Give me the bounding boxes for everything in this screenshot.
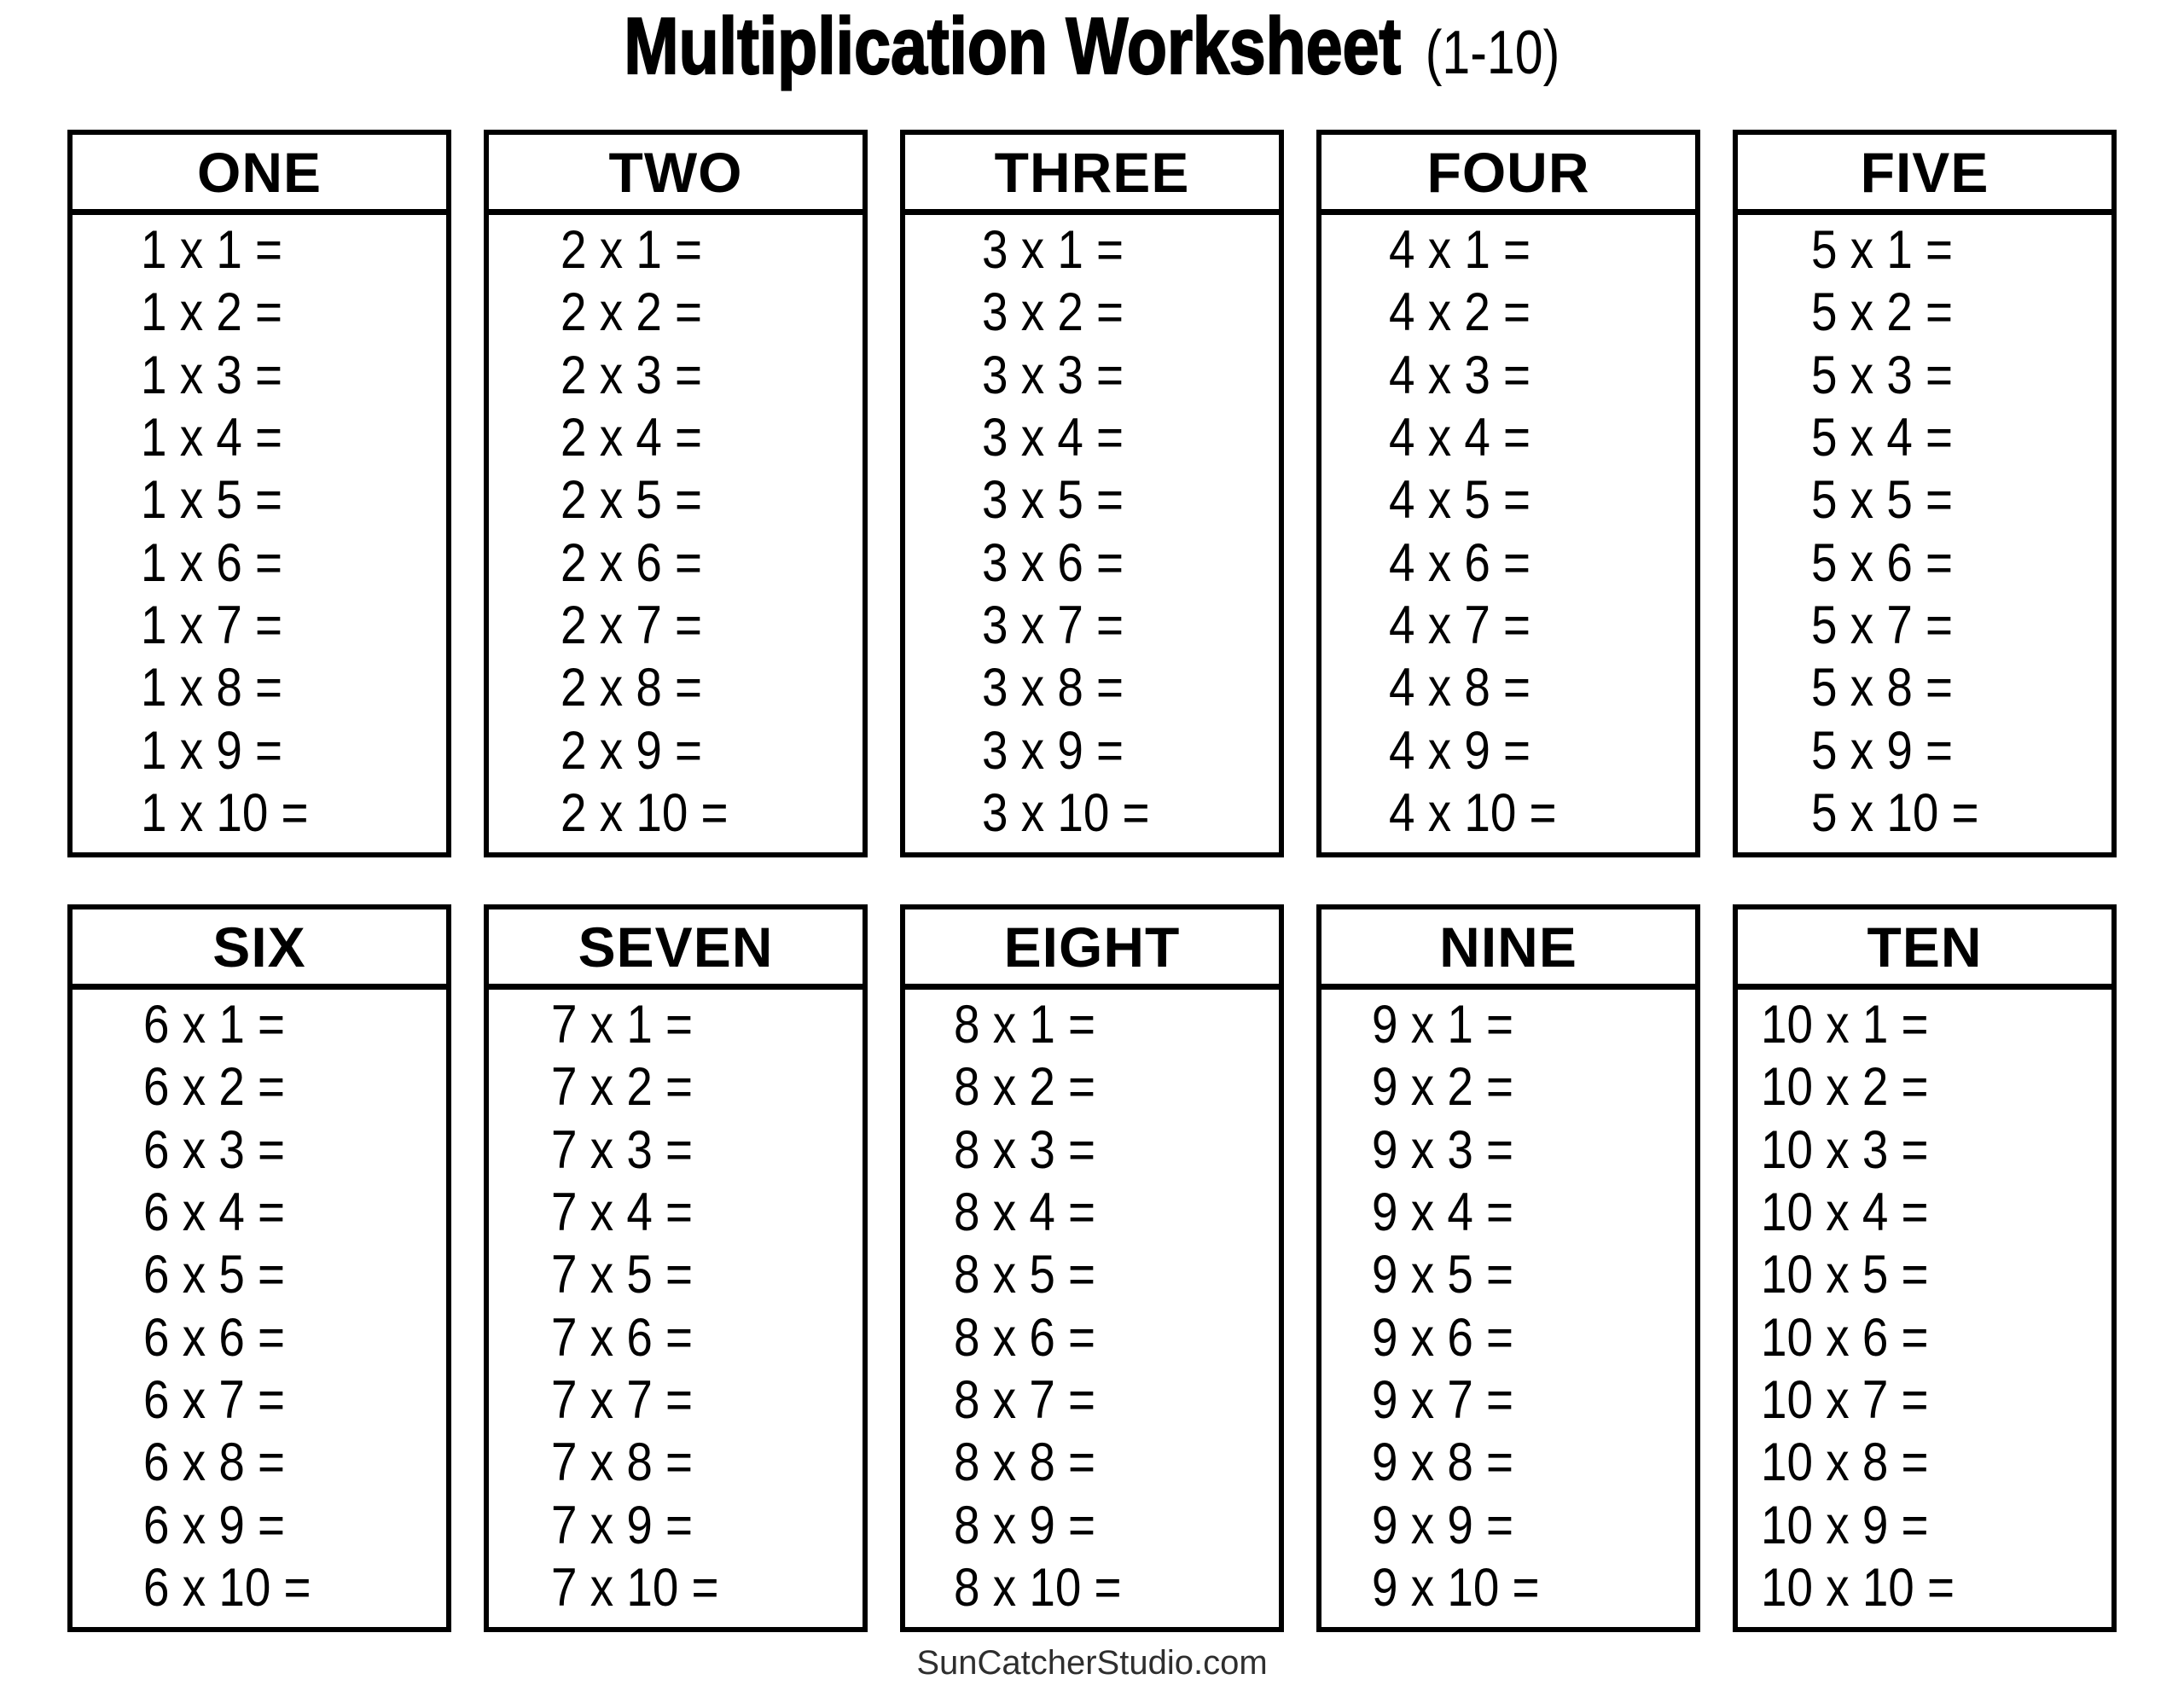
problem-row <box>1761 1182 2111 1242</box>
problem-list <box>905 215 1279 852</box>
problem-row <box>551 1182 863 1242</box>
problem-row <box>1372 1057 1695 1118</box>
problem-text: 1 x 4 = <box>141 407 283 468</box>
problem-row <box>982 782 1279 843</box>
problem-text: 4 x 5 = <box>1389 470 1531 531</box>
problem-row <box>561 782 863 843</box>
problem-text: 5 x 4 = <box>1811 407 1954 468</box>
problem-text: 7 x 1 = <box>551 995 694 1055</box>
page-title-range: (1-10) <box>1425 19 1560 87</box>
problem-text: 3 x 8 = <box>982 658 1124 718</box>
problem-text: 10 x 6 = <box>1761 1307 1929 1368</box>
problem-text: 10 x 3 = <box>1761 1119 1929 1180</box>
problem-row <box>982 658 1279 718</box>
problem-text: 3 x 6 = <box>982 532 1124 593</box>
problem-text: 7 x 6 = <box>551 1307 694 1368</box>
problem-text: 2 x 7 = <box>561 595 703 655</box>
problem-row <box>141 782 446 843</box>
problem-row <box>143 1119 446 1180</box>
problem-text: 6 x 4 = <box>143 1182 286 1242</box>
table-title: SEVEN <box>578 915 774 979</box>
problem-text: 1 x 5 = <box>141 470 283 531</box>
problem-text: 6 x 7 = <box>143 1369 286 1430</box>
table-title: NINE <box>1439 915 1577 979</box>
problem-row <box>141 720 446 781</box>
problem-text: 5 x 10 = <box>1811 782 1979 843</box>
problem-text: 7 x 4 = <box>551 1182 694 1242</box>
problem-text: 8 x 3 = <box>954 1119 1096 1180</box>
problem-row <box>143 1057 446 1118</box>
table-header <box>73 909 446 990</box>
problem-text: 8 x 8 = <box>954 1432 1096 1493</box>
problem-text: 6 x 9 = <box>143 1495 286 1555</box>
problem-row <box>1372 995 1695 1055</box>
table-title: TEN <box>1867 915 1983 979</box>
problem-row <box>1389 532 1695 593</box>
problem-text: 4 x 8 = <box>1389 658 1531 718</box>
table-header <box>489 135 863 215</box>
problem-text: 2 x 2 = <box>561 282 703 343</box>
problem-row <box>982 595 1279 655</box>
problem-text: 4 x 6 = <box>1389 532 1531 593</box>
problem-row <box>1372 1432 1695 1493</box>
tables-row-1 <box>67 130 2117 857</box>
problem-row <box>143 1182 446 1242</box>
problem-row <box>141 658 446 718</box>
problem-row <box>1372 1245 1695 1305</box>
problem-text: 6 x 1 = <box>143 995 286 1055</box>
problem-row <box>982 282 1279 343</box>
table-eight <box>900 904 1284 1632</box>
problem-row <box>561 220 863 280</box>
problem-row <box>1372 1369 1695 1430</box>
problem-row <box>551 1369 863 1430</box>
problem-text: 4 x 4 = <box>1389 407 1531 468</box>
problem-row <box>1811 595 2111 655</box>
problem-row <box>954 1432 1279 1493</box>
table-header <box>73 135 446 215</box>
problem-list <box>489 215 863 852</box>
table-four <box>1316 130 1700 857</box>
problem-row <box>982 407 1279 468</box>
table-header <box>1321 135 1695 215</box>
problem-text: 3 x 5 = <box>982 470 1124 531</box>
problem-text: 8 x 6 = <box>954 1307 1096 1368</box>
tables-row-2 <box>67 904 2117 1632</box>
problem-row <box>982 220 1279 280</box>
problem-text: 7 x 10 = <box>551 1557 719 1618</box>
problem-list <box>489 990 863 1627</box>
problem-row <box>551 1119 863 1180</box>
problem-text: 5 x 5 = <box>1811 470 1954 531</box>
problem-text: 8 x 5 = <box>954 1245 1096 1305</box>
problem-list <box>73 215 446 852</box>
problem-text: 5 x 2 = <box>1811 282 1954 343</box>
problem-row <box>551 1057 863 1118</box>
problem-row <box>561 595 863 655</box>
problem-text: 6 x 6 = <box>143 1307 286 1368</box>
problem-text: 7 x 7 = <box>551 1369 694 1430</box>
problem-text: 6 x 2 = <box>143 1057 286 1118</box>
page-title-main: Multiplication Worksheet <box>624 1 1402 90</box>
problem-row <box>1389 720 1695 781</box>
problem-text: 3 x 9 = <box>982 720 1124 781</box>
problem-row <box>954 1307 1279 1368</box>
table-title: THREE <box>994 140 1190 204</box>
page-title-squeeze <box>624 3 1560 107</box>
problem-row <box>982 720 1279 781</box>
problem-text: 1 x 10 = <box>141 782 309 843</box>
problem-text: 8 x 7 = <box>954 1369 1096 1430</box>
table-seven <box>484 904 868 1632</box>
problem-row <box>1389 345 1695 405</box>
problem-text: 5 x 1 = <box>1811 220 1954 280</box>
problem-row <box>1389 595 1695 655</box>
problem-text: 2 x 5 = <box>561 470 703 531</box>
table-ten <box>1733 904 2117 1632</box>
problem-text: 2 x 10 = <box>561 782 729 843</box>
table-one <box>67 130 451 857</box>
problem-text: 8 x 2 = <box>954 1057 1096 1118</box>
problem-text: 4 x 2 = <box>1389 282 1531 343</box>
problem-row <box>141 532 446 593</box>
table-six <box>67 904 451 1632</box>
problem-text: 7 x 2 = <box>551 1057 694 1118</box>
problem-row <box>954 1495 1279 1555</box>
problem-list <box>1321 990 1695 1627</box>
problem-text: 9 x 8 = <box>1372 1432 1514 1493</box>
problem-text: 5 x 3 = <box>1811 345 1954 405</box>
problem-text: 5 x 7 = <box>1811 595 1954 655</box>
problem-text: 2 x 4 = <box>561 407 703 468</box>
problem-row <box>551 1307 863 1368</box>
problem-text: 10 x 1 = <box>1761 995 1929 1055</box>
problem-text: 9 x 7 = <box>1372 1369 1514 1430</box>
problem-row <box>1389 782 1695 843</box>
problem-row <box>551 1557 863 1618</box>
problem-row <box>1389 470 1695 531</box>
problem-row <box>141 470 446 531</box>
table-two <box>484 130 868 857</box>
problem-text: 9 x 5 = <box>1372 1245 1514 1305</box>
table-header <box>1321 909 1695 990</box>
problem-text: 2 x 9 = <box>561 720 703 781</box>
problem-list <box>905 990 1279 1627</box>
problem-row <box>1761 1245 2111 1305</box>
problem-text: 5 x 9 = <box>1811 720 1954 781</box>
problem-list <box>1738 215 2111 852</box>
problem-row <box>1389 282 1695 343</box>
problem-row <box>1811 782 2111 843</box>
problem-row <box>1761 1432 2111 1493</box>
problem-row <box>1811 658 2111 718</box>
problem-list <box>1738 990 2111 1627</box>
problem-text: 9 x 4 = <box>1372 1182 1514 1242</box>
problem-row <box>561 282 863 343</box>
problem-text: 4 x 3 = <box>1389 345 1531 405</box>
problem-row <box>143 1307 446 1368</box>
table-three <box>900 130 1284 857</box>
problem-row <box>561 532 863 593</box>
problem-text: 3 x 10 = <box>982 782 1150 843</box>
problem-text: 9 x 9 = <box>1372 1495 1514 1555</box>
problem-text: 1 x 9 = <box>141 720 283 781</box>
problem-row <box>1811 407 2111 468</box>
problem-row <box>143 1432 446 1493</box>
problem-text: 6 x 10 = <box>143 1557 311 1618</box>
problem-text: 2 x 6 = <box>561 532 703 593</box>
problem-text: 1 x 6 = <box>141 532 283 593</box>
problem-row <box>982 345 1279 405</box>
problem-text: 10 x 10 = <box>1761 1557 1955 1618</box>
problem-row <box>1761 1495 2111 1555</box>
problem-text: 9 x 3 = <box>1372 1119 1514 1180</box>
problem-row <box>551 1432 863 1493</box>
table-header <box>489 909 863 990</box>
problem-text: 3 x 2 = <box>982 282 1124 343</box>
table-header <box>905 909 1279 990</box>
problem-text: 10 x 7 = <box>1761 1369 1929 1430</box>
problem-row <box>954 1245 1279 1305</box>
problem-row <box>954 1057 1279 1118</box>
problem-row <box>551 1495 863 1555</box>
problem-row <box>561 470 863 531</box>
problem-row <box>1372 1307 1695 1368</box>
problem-row <box>141 282 446 343</box>
problem-text: 4 x 10 = <box>1389 782 1557 843</box>
table-title: ONE <box>196 140 322 204</box>
problem-text: 9 x 10 = <box>1372 1557 1540 1618</box>
problem-row <box>1389 658 1695 718</box>
problem-row <box>551 1245 863 1305</box>
problem-row <box>982 470 1279 531</box>
problem-row <box>1811 345 2111 405</box>
problem-row <box>1372 1119 1695 1180</box>
footer-credit: SunCatcherStudio.com <box>916 1644 1268 1682</box>
problem-text: 8 x 4 = <box>954 1182 1096 1242</box>
table-header <box>1738 909 2111 990</box>
problem-text: 4 x 7 = <box>1389 595 1531 655</box>
table-title: TWO <box>608 140 743 204</box>
problem-text: 1 x 8 = <box>141 658 283 718</box>
problem-text: 6 x 5 = <box>143 1245 286 1305</box>
problem-text: 1 x 3 = <box>141 345 283 405</box>
problem-row <box>954 1182 1279 1242</box>
table-title: SIX <box>212 915 306 979</box>
table-nine <box>1316 904 1700 1632</box>
problem-row <box>1389 407 1695 468</box>
problem-row <box>143 1369 446 1430</box>
problem-row <box>141 595 446 655</box>
problem-text: 1 x 1 = <box>141 220 283 280</box>
problem-text: 9 x 1 = <box>1372 995 1514 1055</box>
problem-row <box>1372 1495 1695 1555</box>
problem-row <box>954 1557 1279 1618</box>
problem-text: 9 x 2 = <box>1372 1057 1514 1118</box>
problem-text: 1 x 7 = <box>141 595 283 655</box>
problem-row <box>1761 1557 2111 1618</box>
problem-row <box>141 407 446 468</box>
problem-row <box>141 345 446 405</box>
problem-text: 7 x 3 = <box>551 1119 694 1180</box>
table-five <box>1733 130 2117 857</box>
problem-text: 2 x 3 = <box>561 345 703 405</box>
problem-row <box>982 532 1279 593</box>
problem-row <box>143 995 446 1055</box>
problem-row <box>954 995 1279 1055</box>
problem-text: 10 x 8 = <box>1761 1432 1929 1493</box>
problem-text: 8 x 10 = <box>954 1557 1122 1618</box>
table-title: EIGHT <box>1003 915 1181 979</box>
problem-text: 2 x 8 = <box>561 658 703 718</box>
problem-text: 1 x 2 = <box>141 282 283 343</box>
problem-row <box>1811 282 2111 343</box>
problem-text: 10 x 2 = <box>1761 1057 1929 1118</box>
problem-row <box>143 1245 446 1305</box>
problem-text: 3 x 1 = <box>982 220 1124 280</box>
problem-row <box>1811 532 2111 593</box>
problem-text: 5 x 6 = <box>1811 532 1954 593</box>
problem-row <box>1761 1307 2111 1368</box>
problem-row <box>143 1495 446 1555</box>
problem-row <box>561 345 863 405</box>
problem-row <box>561 407 863 468</box>
problem-row <box>954 1119 1279 1180</box>
problem-row <box>551 995 863 1055</box>
table-title: FOUR <box>1426 140 1590 204</box>
problem-text: 3 x 4 = <box>982 407 1124 468</box>
problem-row <box>1389 220 1695 280</box>
problem-text: 4 x 9 = <box>1389 720 1531 781</box>
problem-row <box>1811 720 2111 781</box>
problem-row <box>561 658 863 718</box>
problem-row <box>1761 1057 2111 1118</box>
problem-text: 8 x 9 = <box>954 1495 1096 1555</box>
footer <box>0 1642 2184 1683</box>
problem-row <box>561 720 863 781</box>
problem-list <box>73 990 446 1627</box>
problem-row <box>141 220 446 280</box>
problem-row <box>1761 1119 2111 1180</box>
problem-list <box>1321 215 1695 852</box>
problem-text: 3 x 7 = <box>982 595 1124 655</box>
problem-row <box>954 1369 1279 1430</box>
problem-text: 5 x 8 = <box>1811 658 1954 718</box>
table-header <box>1738 135 2111 215</box>
table-header <box>905 135 1279 215</box>
problem-row <box>1372 1182 1695 1242</box>
problem-row <box>143 1557 446 1618</box>
problem-row <box>1761 1369 2111 1430</box>
table-title: FIVE <box>1860 140 1989 204</box>
problem-text: 6 x 3 = <box>143 1119 286 1180</box>
page-title <box>0 3 2184 89</box>
problem-text: 10 x 4 = <box>1761 1182 1929 1242</box>
problem-row <box>1811 220 2111 280</box>
problem-text: 6 x 8 = <box>143 1432 286 1493</box>
problem-text: 2 x 1 = <box>561 220 703 280</box>
problem-text: 10 x 9 = <box>1761 1495 1929 1555</box>
problem-text: 8 x 1 = <box>954 995 1096 1055</box>
problem-row <box>1761 995 2111 1055</box>
problem-row <box>1372 1557 1695 1618</box>
problem-text: 7 x 5 = <box>551 1245 694 1305</box>
problem-text: 10 x 5 = <box>1761 1245 1929 1305</box>
problem-text: 3 x 3 = <box>982 345 1124 405</box>
problem-text: 4 x 1 = <box>1389 220 1531 280</box>
problem-text: 9 x 6 = <box>1372 1307 1514 1368</box>
problem-row <box>1811 470 2111 531</box>
problem-text: 7 x 9 = <box>551 1495 694 1555</box>
problem-text: 7 x 8 = <box>551 1432 694 1493</box>
